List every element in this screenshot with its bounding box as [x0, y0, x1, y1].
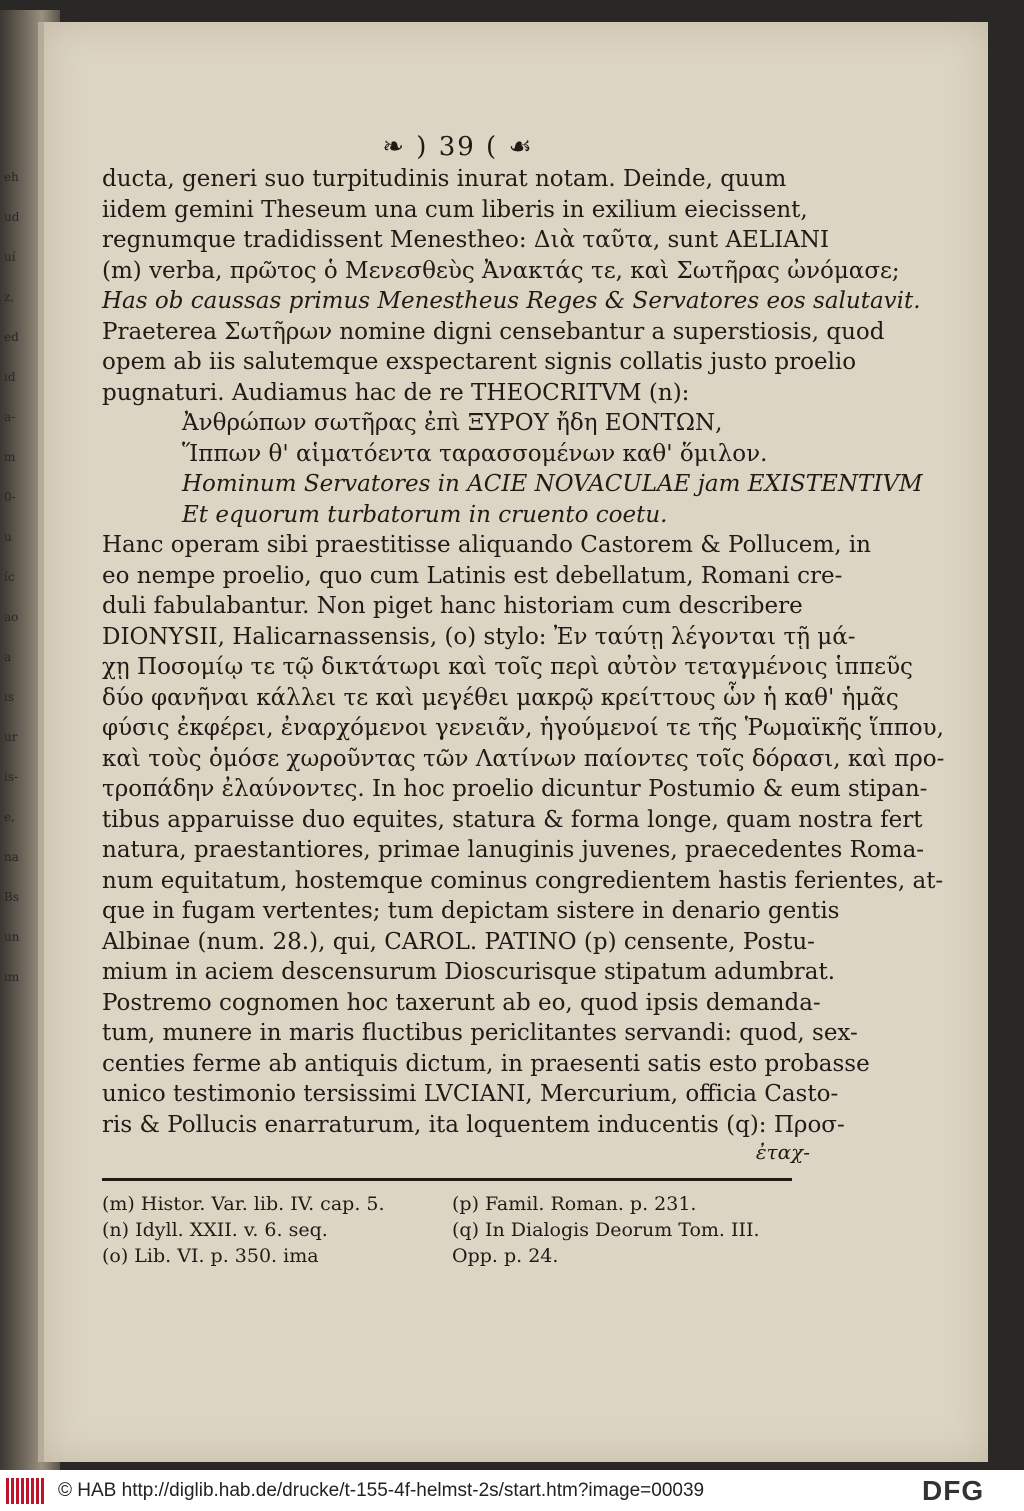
leaf-fragment: m — [4, 450, 16, 464]
book-page — [38, 22, 988, 1462]
leaf-fragment: a- — [4, 410, 16, 424]
text-line: Et equorum turbatorum in cruento coetu. — [182, 501, 668, 528]
leaf-fragment: eh — [4, 170, 19, 184]
leaf-fragment: z, — [4, 290, 15, 304]
text-line: tum, munere in maris fluctibus periclitantes servandi: quod, sex- — [102, 1020, 858, 1046]
leaf-fragment: uí — [4, 250, 16, 264]
page-text-block — [102, 122, 945, 1269]
leaf-fragment: íc — [4, 570, 15, 584]
body-text — [102, 164, 945, 1140]
text-line: natura, praestantiores, primae lanuginis juvenes, praecedentes Roma- — [102, 837, 925, 863]
text-line: Ἀνθρώπων σωτῆρας ἐπὶ ΞΥΡΟΥ ἤδη ΕΟΝΤΩΝ, — [182, 410, 723, 436]
text-line: num equitatum, hostemque cominus congredientem hastis ferientes, at- — [102, 867, 944, 894]
text-line: Has ob caussas primus Menestheus Reges & Servatores eos salutavit. — [102, 288, 921, 314]
text-line: iidem gemini Theseum una cum liberis in exilium eiecissent, — [102, 196, 808, 223]
text-line: mium in aciem descensurum Dioscurisque stipatum adumbrat. — [102, 959, 836, 985]
leaf-fragment: e, — [4, 810, 15, 824]
leaf-fragment: ıd — [4, 370, 16, 384]
footnote: (p) Famil. Roman. p. 231. — [452, 1193, 697, 1215]
leaf-fragment: u — [4, 530, 12, 544]
viewer-footer — [0, 1470, 1024, 1511]
text-line: (m) verba, πρῶτος ὁ Μενεσθεὺς Ἀνακτάς τε, καὶ Σωτῆρας ὠνόμασε; — [102, 257, 900, 284]
leaf-fragment: ım — [4, 970, 20, 984]
catchword: ἐταχ- — [755, 1140, 810, 1164]
footnotes-right-column — [442, 1191, 792, 1269]
footnote-divider — [102, 1178, 792, 1181]
text-line: que in fugam vertentes; tum depictam sistere in denario gentis — [102, 898, 840, 924]
text-line: καὶ τοὺς ὁμόσε χωροῦντας τῶν Λατίνων παίοντες τοῖς δόρασι, καὶ προ- — [102, 745, 945, 772]
hab-logo-icon — [6, 1478, 50, 1504]
text-line: Ἵππων θ' αἱματόεντα ταρασσομένων καθ' ὅμιλον. — [182, 440, 768, 467]
text-line: Postremo cognomen hoc taxerunt ab eo, quod ipsis demanda- — [102, 989, 821, 1016]
leaf-fragment: na — [4, 850, 19, 864]
text-line: Hominum Servatores in ACIE NOVACULAE jam EXISTENTIVM — [182, 471, 923, 497]
text-line: Praeterea Σωτῆρων nomine digni censebantur a superstiosis, quod — [102, 318, 885, 345]
text-line: centies ferme ab antiquis dictum, in praesenti satis esto probasse — [102, 1050, 870, 1077]
text-line: regnumque tradidissent Menestheo: Διὰ ταῦτα, sunt AELIANI — [102, 227, 830, 253]
text-line: Hanc operam sibi praestitisse aliquando Castorem & Pollucem, in — [102, 532, 871, 558]
text-line: Albinae (num. 28.), qui, CAROL. PATINO (p) censente, Postu- — [102, 928, 815, 955]
text-line: τροπάδην ἐλαύνοντες. In hoc proelio dicuntur Postumio & eum stipan- — [102, 776, 928, 802]
text-line: δύο φανῆναι κάλλει τε καὶ μεγέθει μακρῷ κρείττους ὧν ἡ καθ' ἡμᾶς — [102, 684, 899, 711]
footnote: (q) In Dialogis Deorum Tom. III. — [452, 1219, 760, 1241]
leaf-fragment: ao — [4, 610, 19, 624]
text-line: ris & Pollucis enarraturum, ita loquentem inducentis (q): Προσ- — [102, 1111, 845, 1138]
text-line: opem ab iis salutemque exspectarent signis collatis justo proelio — [102, 349, 857, 375]
leaf-fragment: ıs — [4, 690, 14, 704]
footnotes-left-column — [102, 1191, 442, 1269]
footnote: (m) Histor. Var. lib. IV. cap. 5. — [102, 1193, 385, 1215]
leaf-fragment: ud — [4, 210, 20, 224]
text-line: χῃ Ποσομίῳ τε τῷ δικτάτωρι καὶ τοῖς περὶ αὐτὸν τεταγμένοις ἱππεῦς — [102, 654, 913, 680]
dfg-logo: DFG — [922, 1474, 985, 1506]
footnotes — [102, 1191, 814, 1269]
leaf-fragment: a — [4, 650, 12, 664]
leaf-fragment: un — [4, 930, 20, 944]
leaf-fragment: 0- — [4, 490, 16, 504]
footnote: Opp. p. 24. — [452, 1245, 559, 1267]
leaf-fragment: ed — [4, 330, 19, 344]
text-line: φύσις ἐκφέρει, ἐναρχόμενοι γενειᾶν, ἡγούμενοί τε τῆς Ῥωμαϊκῆς ἵππου, — [102, 715, 944, 741]
text-line: unico testimonio tersissimi LVCIANI, Mercurium, officia Casto- — [102, 1081, 839, 1107]
leaf-fragment: ur — [4, 730, 18, 744]
text-line: DIONYSII, Halicarnassensis, (o) stylo: Ἐν ταύτῃ λέγονται τῇ μά- — [102, 623, 856, 650]
text-line: tibus apparuisse duo equites, statura & forma longe, quam nostra fert — [102, 806, 923, 833]
footnote: (n) Idyll. XXII. v. 6. seq. — [102, 1219, 328, 1241]
text-line: duli fabulabantur. Non piget hanc historiam cum describere — [102, 593, 803, 619]
text-line: ducta, generi suo turpitudinis inurat notam. Deinde, quum — [102, 166, 787, 192]
text-line: pugnaturi. Audiamus hac de re THEOCRITVM (n): — [102, 379, 690, 406]
footnote: (o) Lib. VI. p. 350. ima — [102, 1245, 319, 1267]
source-url[interactable]: © HAB http://diglib.hab.de/drucke/t-155-4f-helmst-2s/start.htm?image=00039 — [58, 1479, 705, 1501]
page-number-header: ❧ ) 39 ( ☙ — [382, 132, 534, 162]
leaf-fragment: Bs — [4, 890, 19, 904]
text-line: eo nempe proelio, quo cum Latinis est debellatum, Romani cre- — [102, 562, 843, 589]
leaf-fragment: is- — [4, 770, 19, 784]
